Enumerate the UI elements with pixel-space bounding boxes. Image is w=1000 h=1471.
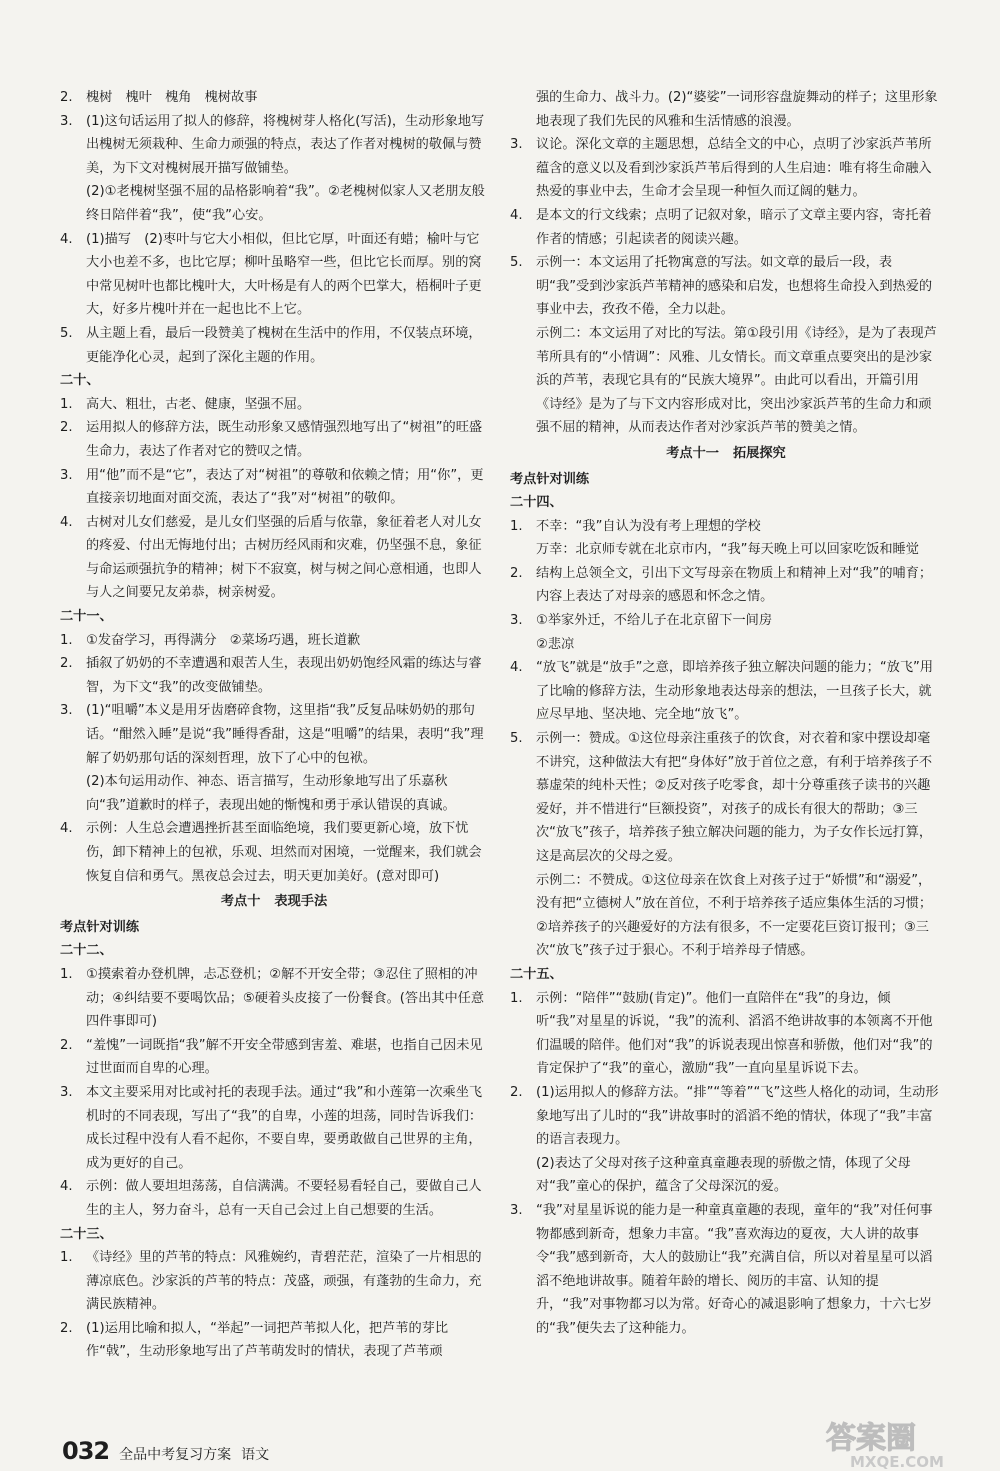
answer-item (510, 656, 942, 727)
item-number: 4. (60, 231, 73, 247)
item-number: 4. (510, 660, 523, 676)
item-text: 示例：做人要坦坦荡荡，自信满满。不要轻易看轻自己，要做自己人生的主人，努力奋斗，总有一天自己会过上自己想要的生活。 (86, 1179, 482, 1218)
answer-item (510, 251, 942, 322)
item-text: (1)描写 (2)枣叶与它大小相似，但比它厚，叶面还有蜡；榆叶与它大小也差不多，也比它厚；柳叶虽略窄一些，但比它长而厚。别的窝中常见树叶也都比槐叶大，大叶杨是有人的两个巴掌大，梧桐叶子更大，好多片槐叶并在一起也比不上它。 (86, 231, 482, 318)
answer-continuation: ②悲凉 (536, 636, 575, 652)
item-number: 2. (60, 1037, 73, 1053)
topic-title (60, 890, 488, 914)
answer-item (510, 515, 942, 539)
answer-item (510, 1199, 942, 1341)
section-number: 二十、 (60, 373, 100, 389)
topic-number: 考点十一 (666, 445, 719, 461)
answer-continuation: (2)本句运用动作、神态、语言描写，生动形象地写出了乐嘉秋向“我”道歉时的样子，表现出她的惭愧和勇于承认错误的真诚。 (86, 774, 456, 813)
answer-item (60, 629, 488, 653)
answer-item (60, 652, 488, 699)
mxqe-logo (820, 1418, 990, 1470)
training-heading: 考点针对训练 (510, 471, 590, 487)
topic-name: 拓展探究 (733, 445, 786, 461)
answer-continuation: 示例二：本文运用了对比的写法。第①段引用《诗经》，是为了表现芦苇所具有的“小情调”：风雅、儿女情长。而文章重点要突出的是沙家浜的芦苇，表现它具有的“民族大境界”。由此可以看出，开篇引用《诗经》是为了与下文内容形成对比，突出沙家浜芦苇的生命力和顽强不屈的精神，从而表达作者对沙家浜芦苇的赞美之情。 (536, 325, 937, 436)
item-text: (1)运用拟人的修辞方法。“排”“等着”“飞”这些人格化的动词，生动形象地写出了儿时的“我”讲故事时的滔滔不绝的情状，体现了“我”丰富的语言表现力。 (536, 1084, 939, 1148)
logo-text: 答案圈 (826, 1421, 916, 1456)
item-text: ①摸索着办登机牌，忐忑登机；②解不开安全带；③忍住了照相的冲动；④纠结要不要喝饮品；⑤硬着头皮接了一份餐食。(答出其中任意四件事即可) (86, 966, 485, 1030)
answer-continuation: 示例二：不赞成。①这位母亲在饮食上对孩子过于“娇惯”和“溺爱”，没有把“立德树人”放在首位，不利于培养孩子适应集体生活的习惯；②培养孩子的兴趣爱好的方法有很多，不一定要花巨资订报刊；③三次“放飞”孩子过于狠心。不利于培养母子情感。 (536, 872, 933, 959)
section-number: 二十一、 (60, 609, 113, 625)
item-text: 槐树 槐叶 槐角 槐树故事 (86, 90, 258, 105)
item-number: 1. (60, 966, 73, 982)
page-footer (62, 1437, 269, 1465)
section-number: 二十四、 (510, 495, 563, 511)
item-number: 2. (60, 656, 73, 672)
item-number: 1. (60, 632, 73, 648)
item-number: 3. (60, 467, 73, 483)
item-number: 1. (60, 1250, 73, 1266)
answer-item (60, 511, 488, 605)
item-number: 3. (510, 613, 523, 629)
item-text: 示例一：赞成。①这位母亲注重孩子的饮食，对衣着和家中摆设却毫不讲究，这种做法大有把“身体好”放于首位之意，有利于培养孩子不慕虚荣的纯朴天性；②反对孩子吃零食，却十分尊重孩子读书的兴趣爱好，并不惜进行“巨额投资”，对孩子的成长有很大的帮助；③三次“放飞”孩子，培养孩子独立解决问题的能力，为子女作长远打算，这是高层次的父母之爱。 (536, 731, 933, 864)
subject-label: 语文 (241, 1447, 270, 1463)
item-number: 1. (510, 518, 523, 534)
logo-url: MXQE.COM (850, 1453, 944, 1470)
answer-item (60, 1081, 488, 1175)
answer-item (60, 110, 488, 181)
item-text: 古树对儿女们慈爱，是儿女们坚强的后盾与依靠，象征着老人对儿女的疼爱、付出无悔地付出；古树历经风雨和灾难，仍坚强不息，象征与命运顽强抗争的精神；树下不寂寞，树与树之间心意相通，也即人与人之间要兄友弟恭，树亲树爱。 (86, 514, 482, 601)
item-text: ①举家外迁，不给儿子在北京留下一间房 (536, 613, 773, 629)
answer-item (60, 1246, 488, 1317)
item-text: 不幸：“我”自认为没有考上理想的学校 (536, 518, 761, 534)
answer-item (60, 86, 488, 110)
item-text: 《诗经》里的芦苇的特点：风雅婉约，青碧茫茫，渲染了一片相思的薄凉底色。沙家浜的芦苇的特点：茂盛，顽强，有蓬勃的生命力，充满民族精神。 (86, 1250, 482, 1313)
answer-item (60, 228, 488, 322)
item-number: 2. (60, 1320, 73, 1336)
answer-continuation: 万幸：北京师专就在北京市内，“我”每天晚上可以回家吃饭和睡觉 (536, 542, 919, 558)
answer-item (510, 609, 942, 633)
section-number: 二十三、 (60, 1226, 113, 1242)
answer-item (60, 464, 488, 511)
training-heading: 考点针对训练 (60, 919, 140, 935)
item-number: 3. (510, 137, 523, 153)
item-text: 示例：“陪伴”“鼓励(肯定)”。他们一直陪伴在“我”的身边，倾听“我”对星星的诉说，“我”的流利、滔滔不绝讲故事的本领离不开他们温暖的陪伴。他们对“我”的诉说表现出惊喜和骄傲，他们对“我”的肯定保护了“我”的童心，激励“我”一直向星星诉说下去。 (536, 990, 933, 1077)
answer-item (510, 1081, 942, 1152)
item-number: 3. (60, 703, 73, 719)
item-text: ①发奋学习，再得满分 ②菜场巧遇，班长道歉 (86, 632, 361, 648)
item-number: 4. (60, 821, 73, 837)
answer-item (60, 1317, 488, 1364)
topic-name: 表现手法 (274, 894, 328, 910)
item-text: “放飞”就是“放手”之意，即培养孩子独立解决问题的能力；“放飞”用了比喻的修辞方法，生动形象地表达母亲的想法，一旦孩子长大，就应尽早地、坚决地、完全地“放飞”。 (536, 660, 934, 723)
item-text: 结构上总领全文，引出下文写母亲在物质上和精神上对“我”的哺育；内容上表达了对母亲的感恩和怀念之情。 (536, 565, 933, 605)
answer-item (510, 727, 942, 869)
item-text: “我”对星星诉说的能力是一种童真童趣的表现，童年的“我”对任何事物都感到新奇，想象力丰富。“我”喜欢海边的夏夜，大人讲的故事令“我”感到新奇，大人的鼓励让“我”充满自信，所以对着星星可以滔滔不绝地讲故事。随着年龄的增长、阅历的丰富、认知的提升，“我”对事物都习以为常。好奇心的减退影响了想象力，十六七岁的“我”便失去了这种能力。 (536, 1202, 933, 1336)
item-text: (1)“咀嚼”本义是用牙齿磨碎食物，这里指“我”反复品味奶奶的那句话。“酣然入睡”是说“我”睡得香甜，这是“咀嚼”的结果，表明“我”理解了奶奶那句话的深刻哲理，放下了心中的包袱。 (86, 703, 484, 766)
item-text: 插叙了奶奶的不幸遭遇和艰苦人生，表现出奶奶饱经风霜的练达与睿智，为下文“我”的改变做铺垫。 (86, 656, 482, 695)
item-number: 2. (510, 565, 523, 581)
item-number: 5. (510, 731, 523, 747)
answer-item (60, 699, 488, 770)
answer-item (60, 963, 488, 1034)
item-text: 示例：人生总会遭遇挫折甚至面临绝境，我们要更新心境，放下忧伤，卸下精神上的包袱，乐观、坦然而对困境，一觉醒来，我们就会恢复自信和勇气。黑夜总会过去，明天更加美好。(意对即可) (86, 821, 482, 884)
topic-title (510, 442, 942, 466)
item-number: 5. (60, 325, 73, 341)
item-text: 高大、粗壮，古老、健康，坚强不屈。 (86, 396, 311, 412)
item-number: 4. (60, 514, 73, 530)
answer-continuation: (2)①老槐树坚强不屈的品格影响着“我”。②老槐树似家人又老朋友般终日陪伴着“我”，使“我”心安。 (86, 184, 485, 223)
topic-number: 考点十 (220, 894, 261, 910)
item-number: 2. (60, 420, 73, 436)
item-text: 用“他”而不是“它”，表达了对“树祖”的尊敬和依赖之情；用“你”，更直接亲切地面对面交流，表达了“我”对“树祖”的敬仰。 (86, 467, 484, 507)
answer-item (510, 133, 942, 204)
item-number: 5. (510, 255, 523, 271)
item-number: 3. (510, 1202, 523, 1218)
item-text: 从主题上看，最后一段赞美了槐树在生活中的作用，不仅装点环境，更能净化心灵，起到了深化主题的作用。 (86, 325, 482, 365)
answer-item (60, 1175, 488, 1222)
answer-item (510, 204, 942, 251)
item-text: 本文主要采用对比或衬托的表现手法。通过“我”和小莲第一次乘坐飞机时的不同表现，写出了“我”的自卑，小莲的坦荡，同时告诉我们：成长过程中没有人看不起你，不要自卑，要勇敢做自己世界的主角，成为更好的自己。 (86, 1084, 483, 1171)
item-number: 1. (510, 990, 523, 1006)
item-text: 是本文的行文线索；点明了记叙对象，暗示了文章主要内容，寄托着作者的情感；引起读者的阅读兴趣。 (536, 207, 932, 247)
item-number: 1. (60, 396, 73, 412)
answer-item (60, 1034, 488, 1081)
section-number: 二十五、 (510, 966, 563, 982)
item-number: 2. (510, 1084, 523, 1100)
answer-item (60, 322, 488, 369)
answer-item (510, 562, 942, 609)
item-number: 3. (60, 1084, 73, 1100)
item-text: 议论。深化文章的主题思想，总结全文的中心，点明了沙家浜芦苇所蕴含的意义以及看到沙家浜芦苇后得到的人生启迪：唯有将生命融入热爱的事业中去，生命才会呈现一种恒久而辽阔的魅力。 (536, 137, 932, 200)
item-number: 4. (510, 207, 523, 223)
item-text: (1)运用比喻和拟人，“举起”一词把芦苇拟人化，把芦苇的芽比作“戟”，生动形象地写出了芦苇萌发时的情状，表现了芦苇顽 (86, 1320, 449, 1360)
answer-item (60, 393, 488, 417)
left-column (60, 86, 488, 1364)
answer-item (60, 817, 488, 888)
item-text: “羞愧”一词既指“我”解不开安全带感到害羞、难堪，也指自己因未见过世面而自卑的心理。 (86, 1037, 483, 1077)
item-text: (1)这句话运用了拟人的修辞，将槐树芽人格化(写活)，生动形象地写出槐树无须栽种、生命力顽强的特点，表达了作者对槐树的敬佩与赞美，为下文对槐树展开描写做铺垫。 (86, 113, 485, 176)
answer-item (510, 987, 942, 1081)
right-column (510, 86, 942, 1340)
book-title: 全品中考复习方案 (119, 1447, 232, 1463)
item-number: 2. (60, 90, 73, 105)
item-text: 示例一：本文运用了托物寓意的写法。如文章的最后一段，表明“我”受到沙家浜芦苇精神的感染和启发，也想将生命投入到热爱的事业中去，孜孜不倦，全力以赴。 (536, 255, 933, 318)
answer-item (60, 416, 488, 463)
item-number: 4. (60, 1179, 73, 1195)
answer-continuation: (2)表达了父母对孩子这种童真童趣表现的骄傲之情，体现了父母对“我”童心的保护，蕴含了父母深沉的爱。 (536, 1155, 911, 1195)
answer-continuation: 强的生命力、战斗力。(2)“婆娑”一词形容盘旋舞动的样子；这里形象地表现了我们先民的风雅和生活情感的浪漫。 (536, 90, 938, 129)
item-number: 3. (60, 113, 73, 129)
section-number: 二十二、 (60, 943, 113, 959)
item-text: 运用拟人的修辞方法，既生动形象又感情强烈地写出了“树祖”的旺盛生命力，表达了作者对它的赞叹之情。 (86, 420, 483, 459)
page-number: 032 (62, 1437, 110, 1465)
